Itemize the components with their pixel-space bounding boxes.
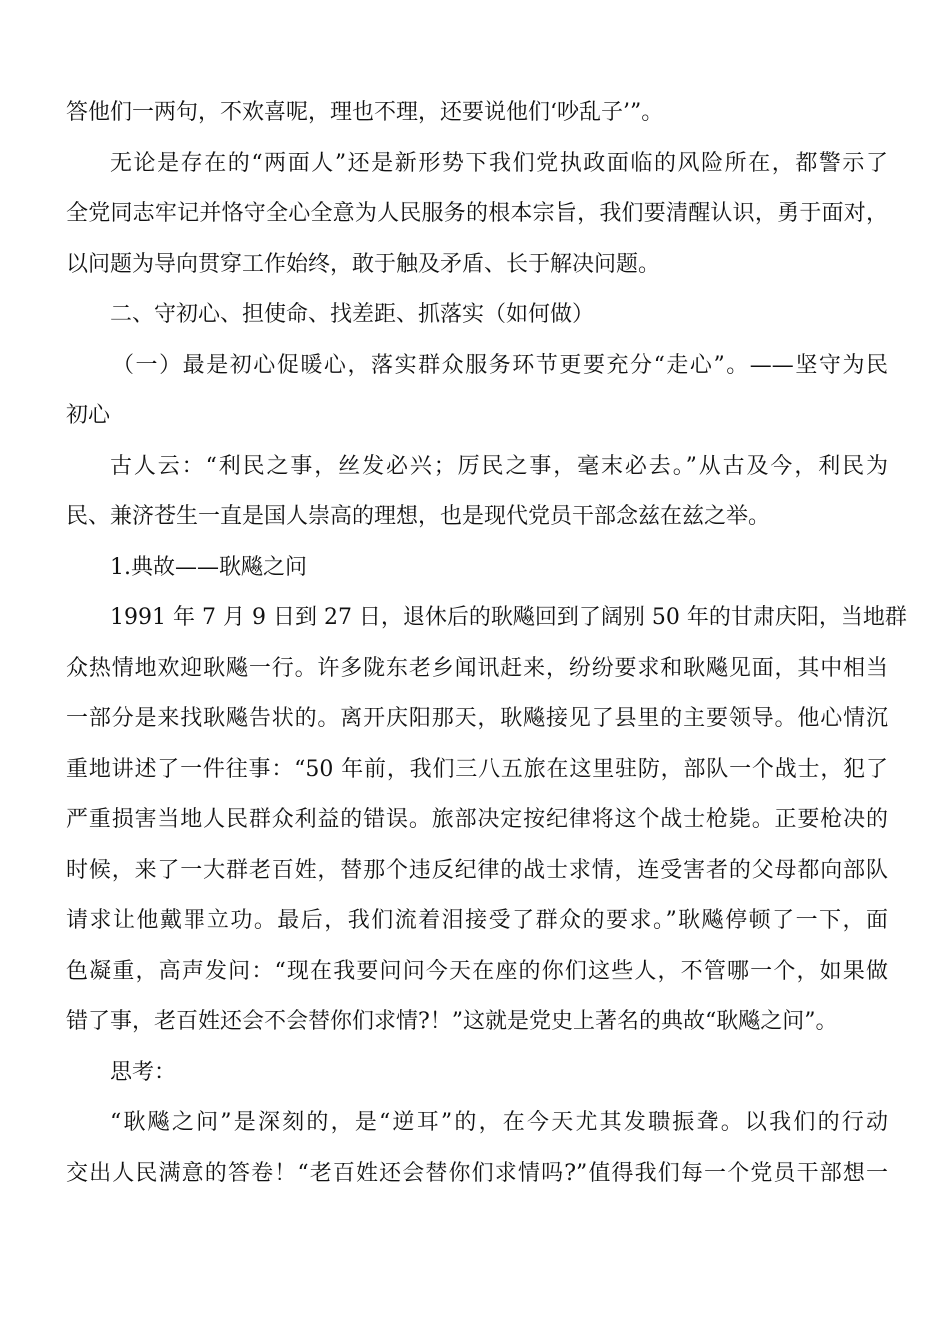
item-heading: 思考： <box>110 1059 177 1085</box>
subsection-heading-continued: 初心 <box>66 403 111 428</box>
text-line: 众热情地欢迎耿飚一行。许多陇东老乡闻讯赶来，纷纷要求和耿飚见面，其中相当 <box>66 655 888 681</box>
section-heading: 二、守初心、担使命、找差距、抓落实（如何做） <box>110 302 595 327</box>
item-heading: 1.典故——耿飚之问 <box>110 554 307 580</box>
text-line: 错了事，老百姓还会不会替你们求情?！”这就是党史上著名的典故“耿飚之问”。 <box>66 1009 838 1034</box>
text-line: 一部分是来找耿飚告状的。离开庆阳那天，耿飚接见了县里的主要领导。他心情沉 <box>66 706 888 731</box>
text-line: 全党同志牢记并恪守全心全意为人民服务的根本宗旨，我们要清醒认识，勇于面对， <box>66 201 888 226</box>
text-line: 重地讲述了一件往事：“50 年前，我们三八五旅在这里驻防，部队一个战士，犯了 <box>66 756 888 782</box>
text-line: 无论是存在的“两面人”还是新形势下我们党执政面临的风险所在，都警示了 <box>110 150 888 176</box>
text-line: 严重损害当地人民群众利益的错误。旅部决定按纪律将这个战士枪毙。正要枪决的 <box>66 807 888 832</box>
text-line: 交出人民满意的答卷！“老百姓还会替你们求情吗?”值得我们每一个党员干部想一 <box>66 1160 888 1186</box>
text-line: 时候，来了一大群老百姓，替那个违反纪律的战士求情，连受害者的父母都向部队 <box>66 857 888 883</box>
text-line: “耿飚之问”是深刻的，是“逆耳”的，在今天尤其发聩振聋。以我们的行动 <box>110 1110 888 1135</box>
text-line: 请求让他戴罪立功。最后，我们流着泪接受了群众的要求。”耿飚停顿了一下，面 <box>66 908 888 933</box>
text-line: 以问题为导向贯穿工作始终，敢于触及矛盾、长于解决问题。 <box>66 251 661 277</box>
text-line: 色凝重，高声发问：“现在我要问问今天在座的你们这些人，不管哪一个，如果做 <box>66 958 888 984</box>
text-line: 1991 年 7 月 9 日到 27 日，退休后的耿飚回到了阔别 50 年的甘肃庆阳，当地群 <box>110 605 907 630</box>
text-line: 古人云：“利民之事，丝发必兴；厉民之事，毫末必去。”从古及今，利民为 <box>110 453 888 479</box>
subsection-heading: （一）最是初心促暖心，落实群众服务环节更要充分“走心”。——坚守为民 <box>112 352 888 378</box>
document-body <box>66 88 907 1199</box>
text-line: 答他们一两句，不欢喜呢，理也不理，还要说他们‘吵乱子’”。 <box>66 100 664 125</box>
text-line: 民、兼济苍生一直是国人崇高的理想，也是现代党员干部念兹在兹之举。 <box>66 504 771 529</box>
